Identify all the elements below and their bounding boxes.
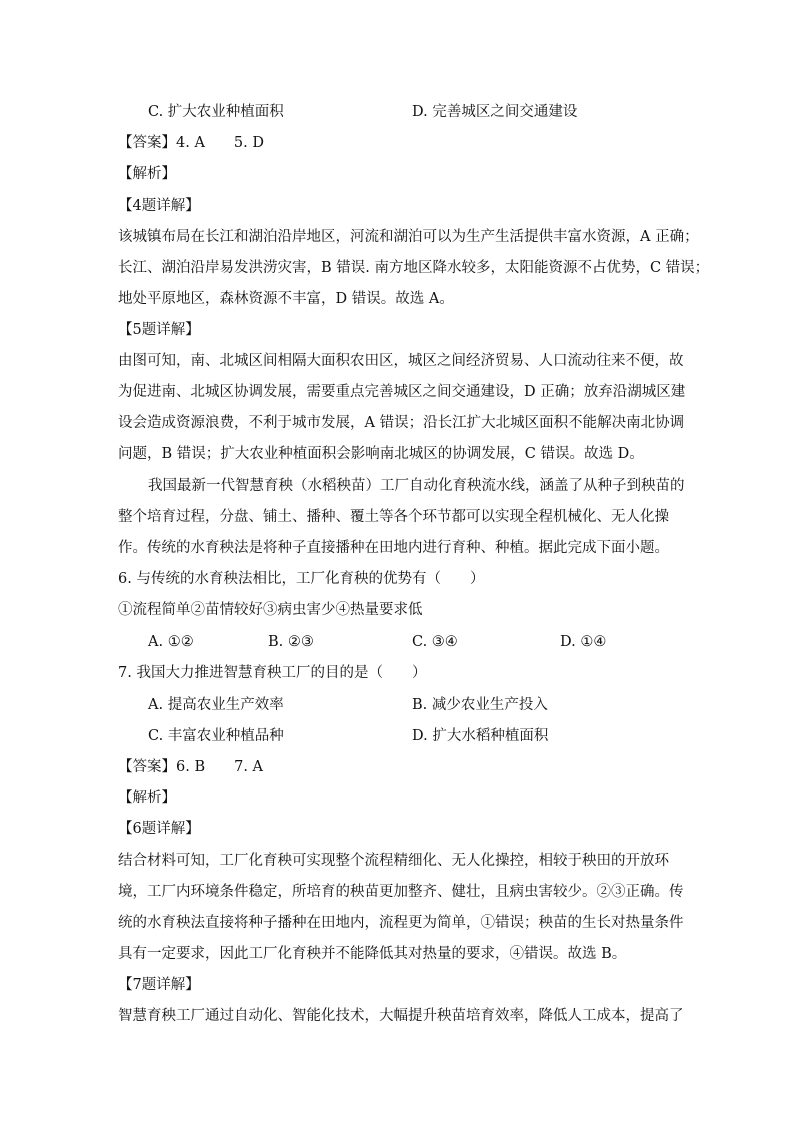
paragraph-line: 设会造成资源浪费，不利于城市发展，A 错误；沿长江扩大北城区面积不能解决南北协调 bbox=[118, 415, 685, 431]
option-d: D. 完善城区之间交通建设 bbox=[412, 104, 578, 120]
answer-label: 【答案】4. A 5. D bbox=[118, 135, 264, 151]
paragraph-line: 长江、湖泊沿岸易发洪涝灾害，B 错误. 南方地区降水较多，太阳能资源不占优势，C 错误； bbox=[118, 260, 710, 276]
option-c: C. 扩大农业种植面积 bbox=[148, 104, 284, 120]
question-stem: 6. 与传统的水育秧法相比，工厂化育秧的优势有（ ） bbox=[118, 571, 485, 587]
paragraph-line: 统的水育秧法直接将种子播种在田地内，流程更为简单，①错误；秧苗的生长对热量条件 bbox=[118, 915, 684, 931]
question-stem: 7. 我国大力推进智慧育秧工厂的目的是（ ） bbox=[118, 665, 427, 681]
paragraph-line: 地处平原地区，森林资源不丰富，D 错误。故选 A。 bbox=[118, 291, 454, 307]
paragraph-line: 结合材料可知，工厂化育秧可实现整个流程精细化、无人化操控，相较于秧田的开放环 bbox=[118, 853, 669, 869]
analysis-label: 【解析】 bbox=[118, 166, 176, 182]
option-d: D. ①④ bbox=[560, 634, 607, 650]
passage-line: 我国最新一代智慧育秧（水稻秧苗）工厂自动化育秧流水线，涵盖了从种子到秧苗的 bbox=[148, 478, 685, 494]
option-c: C. ③④ bbox=[412, 634, 458, 650]
paragraph-line: 为促进南、北城区协调发展，需要重点完善城区之间交通建设，D 正确；放弃沿湖城区建 bbox=[118, 384, 686, 400]
option-b: B. ②③ bbox=[268, 634, 314, 650]
option-b: B. 减少农业生产投入 bbox=[412, 697, 548, 713]
section-heading: 【7题详解】 bbox=[118, 977, 200, 993]
section-heading: 【5题详解】 bbox=[118, 322, 200, 338]
option-d: D. 扩大水稻种植面积 bbox=[412, 728, 549, 744]
option-a: A. 提高农业生产效率 bbox=[148, 697, 284, 713]
paragraph-line: 由图可知，南、北城区间相隔大面积农田区，城区之间经济贸易、人口流动往来不便，故 bbox=[118, 353, 684, 369]
option-c: C. 丰富农业种植品种 bbox=[148, 728, 284, 744]
paragraph-line: 该城镇布局在长江和湖泊沿岸地区，河流和湖泊可以为生产生活提供丰富水资源，A 正确； bbox=[118, 229, 699, 245]
section-heading: 【6题详解】 bbox=[118, 821, 200, 837]
question-items: ①流程简单②苗情较好③病虫害少④热量要求低 bbox=[118, 602, 423, 618]
answer-label: 【答案】6. B 7. A bbox=[118, 759, 264, 775]
passage-line: 整个培育过程，分盘、铺土、播种、覆土等各个环节都可以实现全程机械化、无人化操 bbox=[118, 509, 669, 525]
passage-line: 作。传统的水育秧法是将种子直接播种在田地内进行育种、种植。据此完成下面小题。 bbox=[118, 540, 669, 556]
paragraph-line: 智慧育秧工厂通过自动化、智能化技术，大幅提升秧苗培育效率，降低人工成本，提高了 bbox=[118, 1008, 684, 1024]
option-a: A. ①② bbox=[148, 634, 194, 650]
analysis-label: 【解析】 bbox=[118, 790, 176, 806]
section-heading: 【4题详解】 bbox=[118, 198, 200, 214]
paragraph-line: 具有一定要求，因此工厂化育秧并不能降低其对热量的要求，④错误。故选 B。 bbox=[118, 946, 627, 962]
paragraph-line: 问题，B 错误；扩大农业种植面积会影响南北城区的协调发展，C 错误。故选 D。 bbox=[118, 446, 644, 462]
paragraph-line: 境，工厂内环境条件稳定，所培育的秧苗更加整齐、健壮，且病虫害较少。②③正确。传 bbox=[118, 884, 684, 900]
